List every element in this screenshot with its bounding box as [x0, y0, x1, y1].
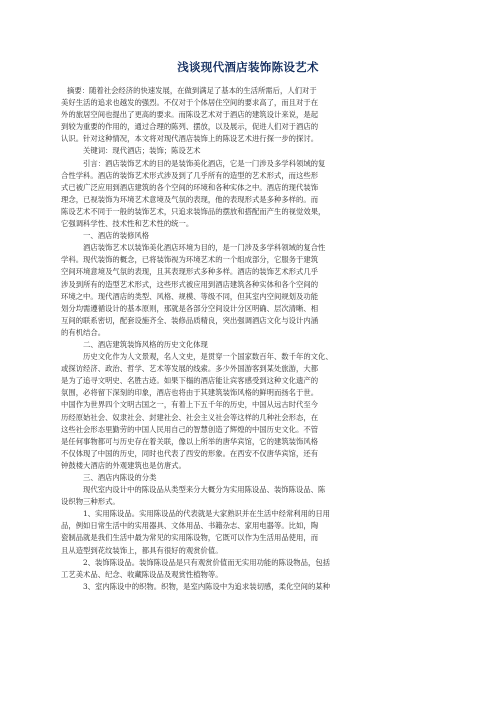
text-line: 环境之中。现代酒店的类型、风格、规模、等级不同，但其室内空间规划及功能: [61, 291, 319, 301]
text-line: 且从造型到花纹装饰上，都具有很好的观赏价值。: [61, 545, 223, 555]
text-line: 互间的联系密切，配套设施齐全、装修品质精良，突出强调酒店文化与设计内涵: [61, 315, 319, 325]
text-line: 现代室内设计中的陈设品从类型来分大概分为实用陈设品、装饰陈设品、陈: [83, 485, 326, 495]
text-line: 酒店装饰艺术以装饰美化酒店环境为目的，是一门涉及多学科领域的复合性: [83, 243, 326, 253]
text-line: 设织物三种形式。: [61, 497, 120, 507]
text-line: 美好生活的追求也越发的强烈。不仅对于个体居住空间的要求高了，而且对于在: [61, 98, 319, 108]
text-line: 引言：酒店装饰艺术的目的是装饰美化酒店，它是一门涉及多学科领域的复: [83, 158, 326, 168]
text-line: 涉及到所有的造型艺术形式，这些形式被应用到酒店建筑各种实体和各个空间的: [61, 279, 319, 289]
text-line: 不仅体现了中国的历史，同时也代表了西安的形象。在西安不仅唐华宾馆，还有: [61, 448, 319, 458]
text-line: 氛围，必将留下深刻的印象，酒店也将由于其建筑装饰风格的鲜明而扬名于世。: [61, 388, 319, 398]
text-line: 划分均需遵循设计的基本原则，那就是各部分空间设计分区明确、层次清晰、相: [61, 303, 319, 313]
keywords-line: 关键词：现代酒店；装饰；陈设艺术: [83, 146, 201, 156]
section-heading: 一、酒店的装修风格: [83, 231, 150, 241]
text-line: 摘要：随着社会经济的快速发展，在做到满足了基本的生活所需后，人们对于: [67, 86, 317, 95]
text-line: 历史文化作为人文景观，名人文史，是贯穿一个国家数百年、数千年的文化、: [83, 352, 333, 362]
document-body: [61, 85, 435, 593]
text-line: 工艺美术品、纪念、收藏陈设品及观赏性植物等。: [61, 569, 223, 579]
text-line: 外的旅居空间也提出了更高的要求。而陈设艺术对于酒店的建筑设计来说，是起: [61, 110, 319, 120]
text-line: 钟鼓楼大酒店的外观建筑也是仿唐式。: [61, 460, 186, 470]
text-line: 或探访经济、政治、哲学、艺术等发展的线索。多少外国游客到某处旅游，大都: [61, 364, 319, 374]
text-line: 认识。针对这种情况，本文将对现代酒店装饰上的陈设艺术进行探一步的探讨。: [61, 134, 319, 144]
text-line: 它强调科学性、技术性和艺术性的统一。: [61, 219, 194, 229]
text-line: 理念，已视装饰为环境艺术意境及气氛的表现，他的表现形式是多种多样的。而: [61, 194, 319, 204]
text-line: 中国作为世界四个文明古国之一，有着上下五千年的历史，中国从远古时代至今: [61, 400, 319, 410]
text-line: 空间环境意境及气氛的表现，且其表现形式多种多样。酒店的装饰艺术形式几乎: [61, 267, 319, 277]
text-line: 合性学科。酒店的装饰艺术形式涉及到了几乎所有的造型的艺术形式，而这些形: [61, 170, 319, 180]
text-line: 是任何事物都可与历史存在着关联，像以上所举的唐华宾馆，它的建筑装饰风格: [61, 436, 319, 446]
text-line: 陈设艺术不同于一般的装饰艺术，只追求装饰品的摆放和搭配而产生的视觉效果，: [61, 206, 326, 216]
text-line: 学科。现代装饰的概念，已将装饰视为环境艺术的一个组成部分，它服务于建筑: [61, 255, 319, 265]
list-item: 1、实用陈设品。实用陈设品的代表就是大家熟识并在生活中经常利用的日用: [83, 509, 331, 519]
document-title: 浅谈现代酒店装饰陈设艺术: [177, 60, 319, 74]
list-item: 2、装饰陈设品。装饰陈设品是只有观赏价值而无实用功能的陈设物品，包括: [83, 557, 331, 567]
text-line: 历经原始社会、奴隶社会、封建社会、社会主义社会等这样的几种社会形态，在: [61, 412, 319, 422]
text-line: 是为了追寻文明史、名胜古迹。如果下榻的酒店能让宾客感受到这种文化遗产的: [61, 376, 319, 386]
text-line: 瓷制品就是我们生活中最为常见的实用陈设物，它既可以作为生活用品使用，而: [61, 533, 319, 543]
text-line: 的有机结合。: [61, 327, 106, 337]
text-line: 品，例如日常生活中的实用器具、文体用品、书籍杂志、家用电器等。比如，陶: [61, 521, 319, 531]
list-item: 3、室内陈设中的织物。织物，是室内陈设中为追求装切感，柔化空间的某种: [83, 581, 331, 591]
section-heading: 二、酒店建筑装饰风格的历史文化体现: [83, 339, 208, 349]
text-line: 式已被广泛应用到酒店建筑的各个空间的环境和各种实体之中。酒店的现代装饰: [61, 182, 319, 192]
text-line: 到较为重要的作用的，通过合理的陈列、摆放，以及展示，促进人们对于酒店的: [61, 122, 319, 132]
text-line: 这些社会形态里勤劳的中国人民用自己的智慧创造了辉煌的中国历史文化。不管: [61, 424, 319, 434]
section-heading: 三、酒店内陈设的分类: [83, 473, 157, 482]
